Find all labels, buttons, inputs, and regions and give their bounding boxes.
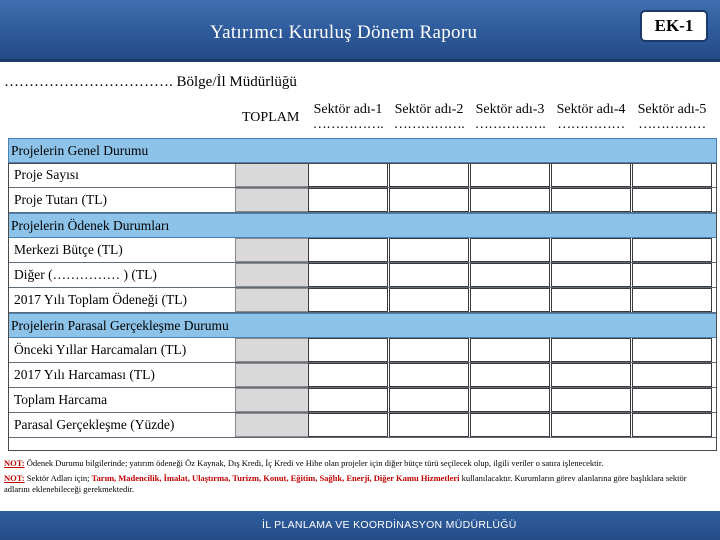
note-2	[4, 473, 714, 495]
sector-header-2	[389, 102, 469, 132]
sector-5-cell[interactable]	[632, 188, 712, 212]
row-label: Diğer (…………… ) (TL)	[14, 267, 157, 282]
sector-4-cell[interactable]	[551, 238, 631, 262]
sector-4-cell[interactable]	[551, 163, 631, 187]
sector-name: Sektör adı-5	[637, 102, 707, 117]
notes	[4, 458, 714, 499]
sector-4-cell[interactable]	[551, 338, 631, 362]
total-cell[interactable]	[235, 163, 315, 187]
sector-5-cell[interactable]	[632, 363, 712, 387]
sector-5-cell[interactable]	[632, 163, 712, 187]
sector-2-cell[interactable]	[389, 163, 469, 187]
sector-name: Sektör adı-3	[475, 102, 545, 117]
sector-1-cell[interactable]	[308, 188, 388, 212]
sector-1-cell[interactable]	[308, 163, 388, 187]
section-row	[8, 313, 717, 338]
sector-5-cell[interactable]	[632, 288, 712, 312]
sector-3-cell[interactable]	[470, 288, 550, 312]
sector-3-cell[interactable]	[470, 188, 550, 212]
sector-5-cell[interactable]	[632, 338, 712, 362]
sector-5-cell[interactable]	[632, 238, 712, 262]
report-title: Yatırımcı Kuruluş Dönem Raporu	[210, 22, 478, 43]
total-cell[interactable]	[235, 388, 315, 412]
sector-name: Sektör adı-4	[556, 102, 626, 117]
total-cell[interactable]	[235, 413, 315, 437]
row-label: Proje Tutarı (TL)	[14, 192, 107, 207]
table-row	[8, 388, 717, 413]
sector-placeholder-dots: ……………	[557, 117, 625, 132]
note-1-tag: NOT:	[4, 458, 25, 468]
sector-2-cell[interactable]	[389, 338, 469, 362]
sector-2-cell[interactable]	[389, 288, 469, 312]
row-label: 2017 Yılı Toplam Ödeneği (TL)	[14, 292, 188, 307]
table-row	[8, 263, 717, 288]
row-label: Toplam Harcama	[14, 392, 108, 407]
row-label: 2017 Yılı Harcaması (TL)	[14, 367, 155, 382]
sector-1-cell[interactable]	[308, 388, 388, 412]
sector-2-cell[interactable]	[389, 238, 469, 262]
table-row	[8, 338, 717, 363]
sector-placeholder-dots: …………….	[393, 117, 465, 132]
row-label: Projelerin Ödenek Durumları	[11, 218, 170, 233]
table-row	[8, 413, 717, 438]
sector-4-cell[interactable]	[551, 263, 631, 287]
row-label: Merkezi Bütçe (TL)	[14, 242, 123, 257]
total-cell[interactable]	[235, 263, 315, 287]
sector-header-5	[632, 102, 712, 132]
sector-name: Sektör adı-2	[394, 102, 464, 117]
table-row	[8, 363, 717, 388]
sector-1-cell[interactable]	[308, 288, 388, 312]
sector-1-cell[interactable]	[308, 413, 388, 437]
sector-2-cell[interactable]	[389, 413, 469, 437]
note-2-sector-list: Tarım, Madencilik, İmalat, Ulaştırma, Turizm, Konut, Eğitim, Sağlık, Enerji, Diğer Kamu Hizmetleri	[91, 473, 460, 483]
sector-3-cell[interactable]	[470, 238, 550, 262]
note-2-tag: NOT:	[4, 473, 25, 483]
note-1-text: Ödenek Durumu bilgilerinde; yatırım ödeneği Öz Kaynak, Dış Kredi, İç Kredi ve Hibe olan projeler için diğer bütçe türü seçilecek olup, ilgili veriler o satıra işlenecektir.	[26, 458, 604, 468]
table-row	[8, 163, 717, 188]
sector-name: Sektör adı-1	[313, 102, 383, 117]
sector-3-cell[interactable]	[470, 163, 550, 187]
table-row	[8, 188, 717, 213]
sector-3-cell[interactable]	[470, 338, 550, 362]
region-label: ……………………………. Bölge/İl Müdürlüğü	[4, 74, 297, 90]
section-row	[8, 213, 717, 238]
note-2-suffix: kullanılacaktır. Kurumların görev alanlarına göre başlıklara sektör adlarını eklenebileceği gerekmektedir.	[4, 473, 687, 494]
sector-1-cell[interactable]	[308, 338, 388, 362]
sector-3-cell[interactable]	[470, 388, 550, 412]
note-1	[4, 458, 714, 469]
sector-2-cell[interactable]	[389, 363, 469, 387]
sector-1-cell[interactable]	[308, 263, 388, 287]
footer-text: İL PLANLAMA VE KOORDİNASYON MÜDÜRLÜĞÜ	[262, 519, 517, 531]
sector-5-cell[interactable]	[632, 413, 712, 437]
sector-header-3	[470, 102, 550, 132]
row-label: Projelerin Parasal Gerçekleşme Durumu	[11, 318, 229, 333]
total-cell[interactable]	[235, 188, 315, 212]
sector-header-1	[308, 102, 388, 132]
table-row	[8, 238, 717, 263]
table-row	[8, 288, 717, 313]
row-label: Proje Sayısı	[14, 167, 79, 182]
footer-banner	[0, 511, 720, 540]
sector-2-cell[interactable]	[389, 388, 469, 412]
sector-1-cell[interactable]	[308, 238, 388, 262]
total-cell[interactable]	[235, 338, 315, 362]
row-label: Önceki Yıllar Harcamaları (TL)	[14, 342, 187, 357]
sector-4-cell[interactable]	[551, 188, 631, 212]
sector-2-cell[interactable]	[389, 188, 469, 212]
total-column-header: TOPLAM	[242, 110, 300, 125]
header-banner	[0, 0, 720, 62]
sector-3-cell[interactable]	[470, 413, 550, 437]
sector-3-cell[interactable]	[470, 263, 550, 287]
sector-4-cell[interactable]	[551, 363, 631, 387]
sector-header-4	[551, 102, 631, 132]
sector-5-cell[interactable]	[632, 388, 712, 412]
note-2-prefix: Sektör Adları için;	[26, 473, 90, 483]
sector-3-cell[interactable]	[470, 363, 550, 387]
row-label: Projelerin Genel Durumu	[11, 143, 149, 158]
total-cell[interactable]	[235, 238, 315, 262]
report-table	[8, 138, 717, 438]
sector-placeholder-dots: …………….	[312, 117, 384, 132]
row-label: Parasal Gerçekleşme (Yüzde)	[14, 417, 175, 432]
section-row	[8, 138, 717, 163]
sector-4-cell[interactable]	[551, 388, 631, 412]
sector-placeholder-dots: ……………	[638, 117, 706, 132]
sector-5-cell[interactable]	[632, 263, 712, 287]
sector-2-cell[interactable]	[389, 263, 469, 287]
total-cell[interactable]	[235, 288, 315, 312]
annex-badge: EK-1	[640, 10, 708, 42]
sector-1-cell[interactable]	[308, 363, 388, 387]
sector-4-cell[interactable]	[551, 288, 631, 312]
total-cell[interactable]	[235, 363, 315, 387]
sector-4-cell[interactable]	[551, 413, 631, 437]
sector-placeholder-dots: …………….	[474, 117, 546, 132]
